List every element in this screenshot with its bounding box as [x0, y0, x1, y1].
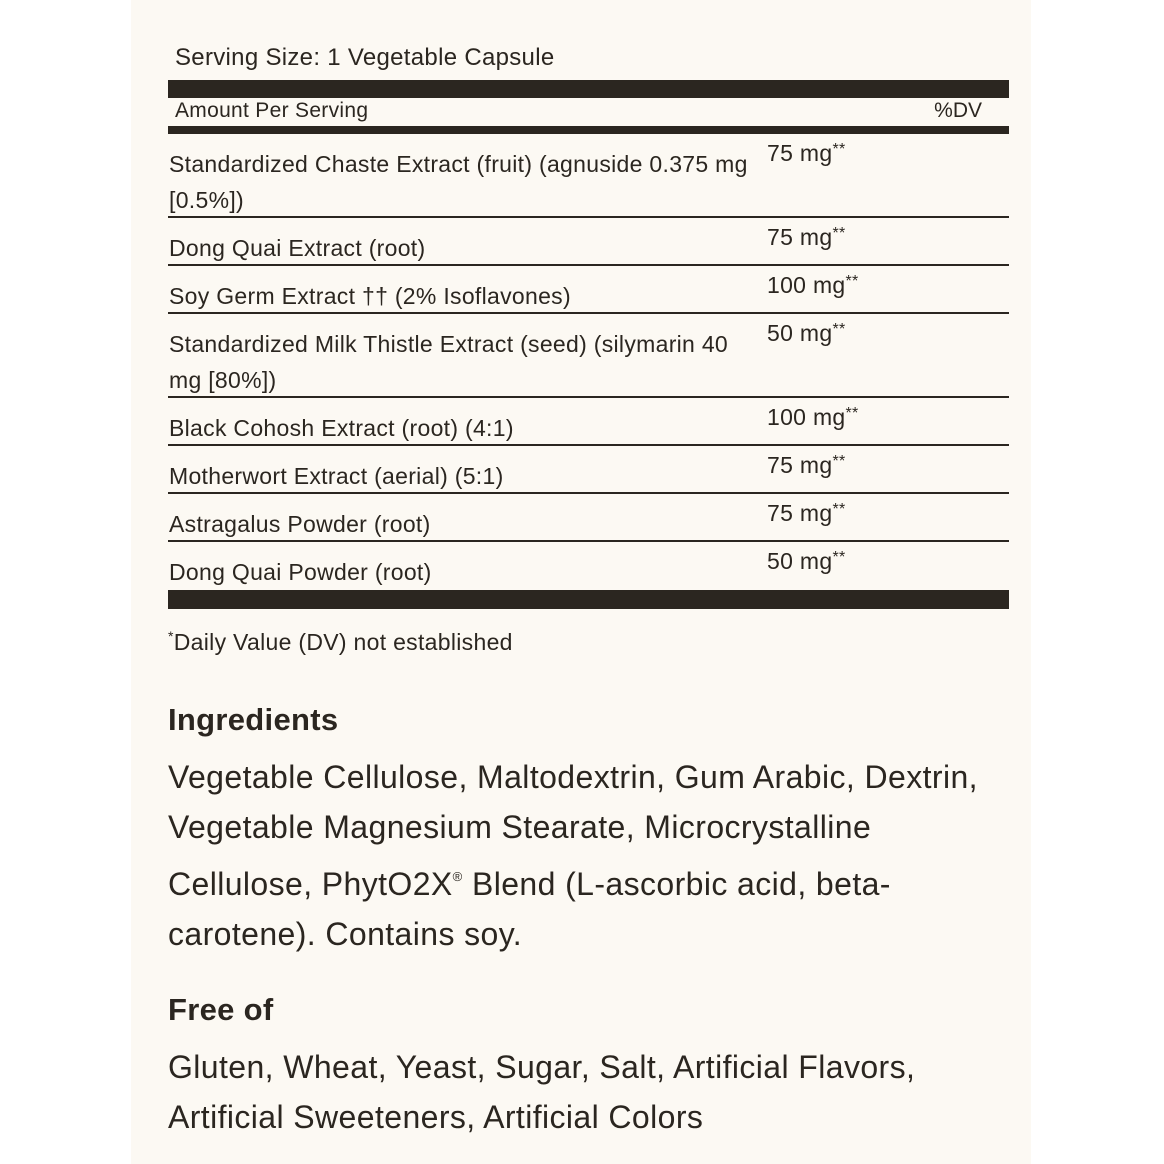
nutrient-amount-cell: [767, 452, 846, 479]
thick-rule-top: [168, 80, 1009, 98]
ingredients-text-part2: Blend (L-ascorbic acid, beta-carotene). Contains soy.: [168, 866, 891, 952]
ingredients-text: [168, 752, 988, 959]
free-of-text: Gluten, Wheat, Yeast, Sugar, Salt, Artificial Flavors, Artificial Sweeteners, Artificial Colors: [168, 1049, 916, 1135]
nutrient-amount: 50 mg: [767, 548, 833, 574]
dv-footnote: [168, 628, 513, 656]
nutrient-row: [168, 266, 1009, 314]
free-of-heading: Free of: [168, 992, 274, 1027]
serving-size: Serving Size: 1 Vegetable Capsule: [175, 44, 555, 71]
footnote-marker: *: [168, 628, 174, 644]
ingredients-text-part1: Vegetable Cellulose, Maltodextrin, Gum Arabic, Dextrin, Vegetable Magnesium Stearate, Microcrystalline Cellulose, PhytO2X: [168, 759, 978, 902]
thick-rule-bottom: [168, 590, 1009, 609]
nutrient-amount-cell: [767, 320, 846, 347]
ingredients-heading: Ingredients: [168, 702, 339, 737]
nutrient-amount: 75 mg: [767, 140, 833, 166]
nutrient-row: [168, 134, 1009, 218]
dv-marker: **: [845, 405, 859, 422]
amount-per-serving-label: Amount Per Serving: [175, 99, 369, 122]
nutrient-name: Soy Germ Extract †† (2% Isoflavones): [169, 283, 571, 309]
nutrient-name: Standardized Chaste Extract (fruit) (agnuside 0.375 mg [0.5%]): [169, 151, 748, 213]
nutrient-row: [168, 398, 1009, 446]
dv-marker: **: [832, 501, 846, 518]
nutrient-amount: 75 mg: [767, 452, 833, 478]
nutrient-row: [168, 542, 1009, 590]
nutrient-table: [168, 134, 1009, 590]
footnote-text: Daily Value (DV) not established: [173, 629, 513, 655]
nutrient-amount: 50 mg: [767, 320, 833, 346]
nutrient-row: [168, 446, 1009, 494]
dv-marker: **: [832, 453, 846, 470]
nutrient-amount-cell: [767, 224, 846, 251]
dv-marker: **: [832, 321, 846, 338]
nutrient-row: [168, 218, 1009, 266]
nutrient-amount: 100 mg: [767, 272, 846, 298]
supplement-facts-panel: [131, 0, 1031, 1164]
nutrient-amount: 75 mg: [767, 500, 833, 526]
dv-marker: **: [845, 273, 859, 290]
nutrient-name: Dong Quai Extract (root): [169, 235, 426, 261]
nutrient-amount-cell: [767, 548, 846, 575]
medium-rule: [168, 126, 1009, 134]
registered-mark: ®: [452, 869, 463, 884]
dv-marker: **: [832, 141, 846, 158]
nutrient-name: Motherwort Extract (aerial) (5:1): [169, 463, 504, 489]
nutrient-name: Dong Quai Powder (root): [169, 559, 432, 585]
dv-column-label: %DV: [934, 99, 982, 122]
nutrient-amount: 100 mg: [767, 404, 846, 430]
amount-header-row: [168, 98, 1009, 126]
dv-marker: **: [832, 225, 846, 242]
nutrient-amount: 75 mg: [767, 224, 833, 250]
nutrient-row: [168, 314, 1009, 398]
nutrient-amount-cell: [767, 272, 859, 299]
nutrient-name: Black Cohosh Extract (root) (4:1): [169, 415, 514, 441]
nutrient-amount-cell: [767, 140, 846, 167]
nutrient-name: Standardized Milk Thistle Extract (seed) (silymarin 40 mg [80%]): [169, 331, 729, 393]
nutrient-row: [168, 494, 1009, 542]
nutrient-amount-cell: [767, 500, 846, 527]
nutrient-amount-cell: [767, 404, 859, 431]
dv-marker: **: [832, 549, 846, 566]
nutrient-name: Astragalus Powder (root): [169, 511, 431, 537]
